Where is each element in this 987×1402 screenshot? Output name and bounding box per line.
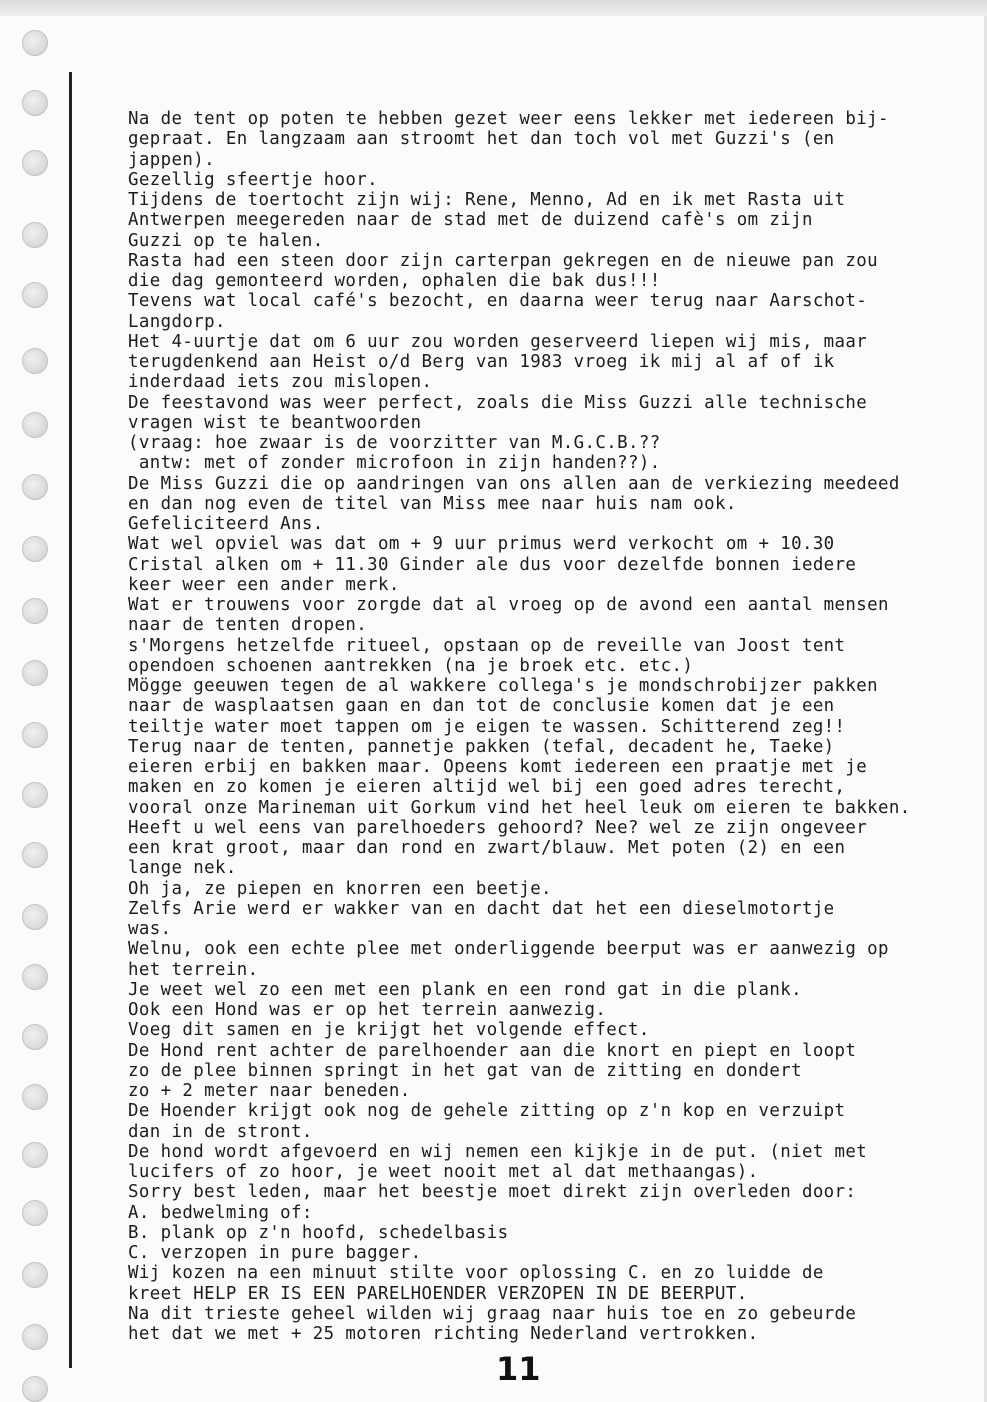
binder-hole: [22, 964, 48, 990]
text-line: het dat we met + 25 motoren richting Nederland vertrokken.: [128, 1324, 759, 1344]
text-line: Gefeliciteerd Ans.: [128, 514, 324, 534]
binder-hole: [22, 536, 48, 562]
binder-hole: [22, 1142, 48, 1168]
text-line: inderdaad iets zou mislopen.: [128, 372, 433, 393]
binder-hole: [22, 412, 48, 438]
text-line: Langdorp.: [128, 311, 226, 332]
text-line: dan in de stront.: [128, 1121, 313, 1142]
text-line: Na dit trieste geheel wilden wij graag naar huis toe en zo gebeurde: [128, 1303, 857, 1324]
binder-hole: [22, 1200, 48, 1226]
text-line: Tevens wat local café's bezocht, en daarna weer terug naar Aarschot-: [128, 291, 868, 312]
binder-hole: [22, 282, 48, 308]
text-line: opendoen schoenen aantrekken (na je broek etc. etc.): [128, 655, 694, 676]
text-line: Rasta had een steen door zijn carterpan gekregen en de nieuwe pan zou: [128, 250, 879, 271]
text-line: antw: met of zonder microfoon in zijn handen??).: [128, 453, 661, 474]
text-line: C. verzopen in pure bagger.: [128, 1243, 422, 1263]
text-line: Antwerpen meegereden naar de stad met de duizend cafè's om zijn: [128, 210, 813, 231]
binder-hole: [22, 904, 48, 930]
text-line: Ook een Hond was er op het terrein aanwezig.: [128, 1000, 607, 1020]
binder-hole: [22, 222, 48, 248]
binder-hole: [22, 660, 48, 686]
text-line: vragen wist te beantwoorden: [128, 412, 422, 433]
binder-hole: [22, 474, 48, 500]
text-line: Welnu, ook een echte plee met onderliggende beerput was er aanwezig op: [128, 939, 889, 960]
margin-rule: [69, 72, 72, 1368]
text-line: een krat groot, maar dan rond en zwart/blauw. Met poten (2) en een: [128, 838, 846, 858]
text-line: vooral onze Marineman uit Gorkum vind het heel leuk om eieren te bakken.: [128, 797, 911, 818]
text-line: Wat wel opviel was dat om + 9 uur primus werd verkocht om + 10.30: [128, 534, 835, 555]
text-line: s'Morgens hetzelfde ritueel, opstaan op de reveille van Joost tent: [128, 635, 846, 656]
text-line: De Hoender krijgt ook nog de gehele zitting op z'n kop en verzuipt: [128, 1101, 846, 1122]
text-line: De hond wordt afgevoerd en wij nemen een kijkje in de put. (niet met: [128, 1141, 868, 1162]
binder-hole: [22, 722, 48, 748]
text-line: kreet HELP ER IS EEN PARELHOENDER VERZOPEN IN DE BEERPUT.: [128, 1283, 748, 1304]
text-line: Mögge geeuwen tegen de al wakkere collega's je mondschrobijzer pakken: [128, 676, 879, 696]
text-line: Heeft u wel eens van parelhoeders gehoord? Nee? wel ze zijn ongeveer: [128, 817, 868, 838]
binder-hole: [22, 598, 48, 624]
binder-hole: [22, 90, 48, 116]
text-line: keer weer een ander merk.: [128, 574, 400, 595]
text-line: maken en zo komen je eieren altijd wel bij een goed adres terecht,: [128, 777, 846, 798]
text-line: Sorry best leden, maar het beestje moet direkt zijn overleden door:: [128, 1182, 857, 1203]
text-line: terugdenkend aan Heist o/d Berg van 1983 vroeg ik mij al af of ik: [128, 352, 835, 372]
text-line: Terug naar de tenten, pannetje pakken (tefal, decadent he, Taeke): [128, 736, 835, 757]
text-line: A. bedwelming of:: [128, 1202, 313, 1223]
scan-top-edge: [0, 0, 987, 16]
text-line: lucifers of zo hoor, je weet nooit met al dat methaangas).: [128, 1162, 759, 1182]
text-line: naar de wasplaatsen gaan en dan tot de conclusie komen dat je een: [128, 696, 835, 717]
binder-hole: [22, 1024, 48, 1050]
text-line: De Miss Guzzi die op aandringen van ons allen aan de verkiezing meedeed: [128, 473, 900, 494]
text-line: Oh ja, ze piepen en knorren een beetje.: [128, 878, 552, 899]
text-line: naar de tenten dropen.: [128, 615, 368, 636]
binder-hole: [22, 150, 48, 176]
text-line: Guzzi op te halen.: [128, 230, 324, 251]
text-line: en dan nog even de titel van Miss mee naar huis nam ook.: [128, 493, 737, 514]
binder-hole: [22, 1084, 48, 1110]
page-number: 11: [496, 1350, 541, 1388]
binder-hole: [22, 842, 48, 868]
article-text: [128, 109, 984, 1344]
text-line: Wij kozen na een minuut stilte voor oplossing C. en zo luidde de: [128, 1263, 824, 1284]
text-line: De Hond rent achter de parelhoender aan die knort en piept en loopt: [128, 1040, 857, 1061]
text-line: Tijdens de toertocht zijn wij: Rene, Menno, Ad en ik met Rasta uit: [128, 190, 846, 210]
text-line: teiltje water moet tappen om je eigen te wassen. Schitterend zeg!!: [128, 716, 846, 737]
binder-hole: [22, 1376, 48, 1402]
text-line: Gezellig sfeertje hoor.: [128, 169, 379, 190]
text-line: Wat er trouwens voor zorgde dat al vroeg op de avond een aantal mensen: [128, 595, 889, 615]
text-line: B. plank op z'n hoofd, schedelbasis: [128, 1222, 509, 1243]
text-line: (vraag: hoe zwaar is de voorzitter van M.G.C.B.??: [128, 433, 661, 453]
text-line: jappen).: [128, 149, 215, 170]
binder-hole: [22, 1262, 48, 1288]
text-line: Het 4-uurtje dat om 6 uur zou worden geserveerd liepen wij mis, maar: [128, 331, 868, 352]
text-line: De feestavond was weer perfect, zoals die Miss Guzzi alle technische: [128, 392, 868, 413]
text-line: die dag gemonteerd worden, ophalen die bak dus!!!: [128, 271, 661, 291]
text-line: eieren erbij en bakken maar. Opeens komt iedereen een praatje met je: [128, 757, 868, 777]
text-line: Na de tent op poten te hebben gezet weer eens lekker met iedereen bij-: [128, 109, 889, 129]
text-line: lange nek.: [128, 858, 237, 879]
text-line: Cristal alken om + 11.30 Ginder ale dus voor dezelfde bonnen iedere: [128, 554, 857, 575]
text-line: Je weet wel zo een met een plank en een rond gat in die plank.: [128, 979, 802, 1000]
text-line: zo + 2 meter naar beneden.: [128, 1081, 411, 1101]
text-line: was.: [128, 919, 172, 939]
text-line: zo de plee binnen springt in het gat van de zitting en dondert: [128, 1060, 802, 1081]
binder-hole: [22, 782, 48, 808]
text-line: Voeg dit samen en je krijgt het volgende effect.: [128, 1020, 650, 1041]
binder-hole: [22, 30, 48, 56]
text-line: het terrein.: [128, 959, 259, 980]
text-line: Zelfs Arie werd er wakker van en dacht dat het een dieselmotortje: [128, 898, 835, 919]
binder-hole: [22, 1324, 48, 1350]
text-line: gepraat. En langzaam aan stroomt het dan toch vol met Guzzi's (en: [128, 129, 835, 150]
binder-hole: [22, 348, 48, 374]
